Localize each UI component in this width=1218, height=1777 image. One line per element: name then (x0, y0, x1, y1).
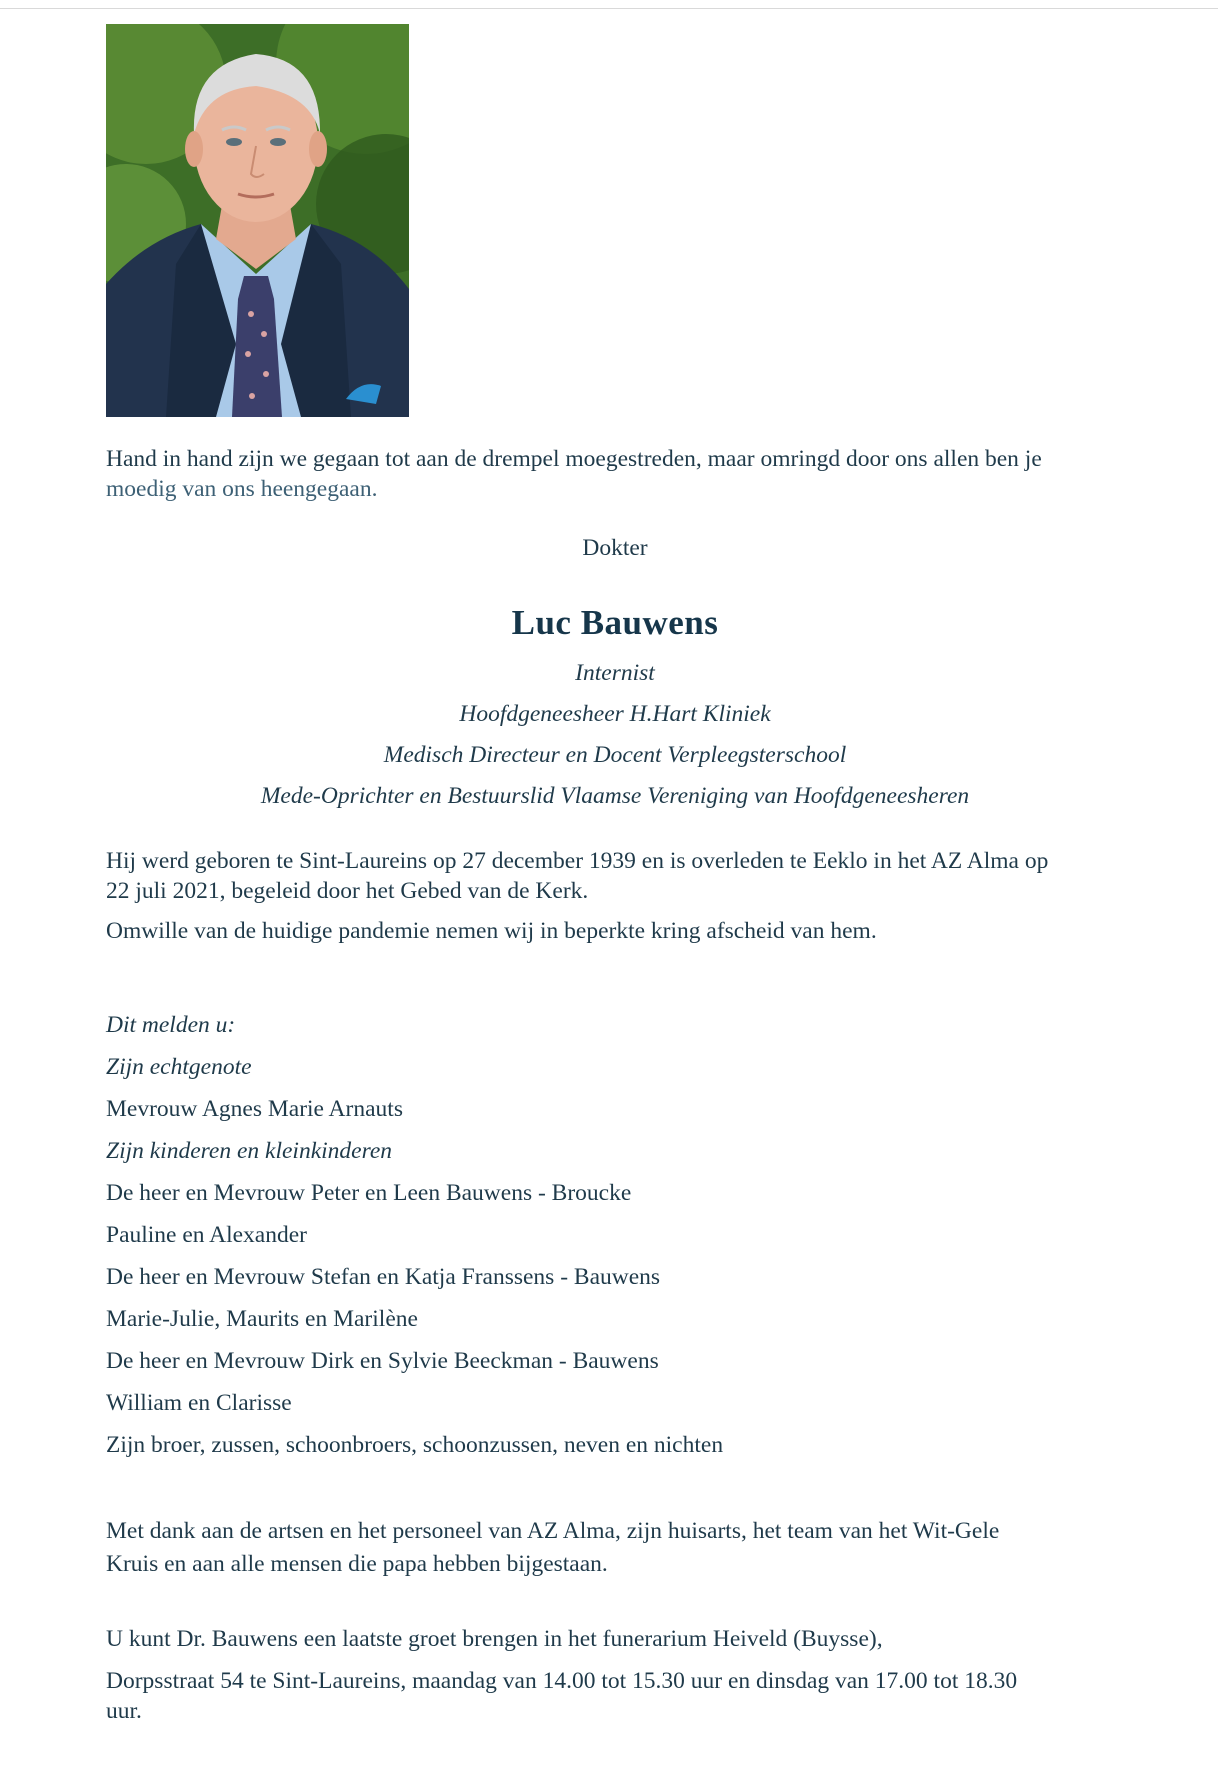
deceased-name: Luc Bauwens (511, 603, 719, 642)
birth-death-text (106, 846, 1146, 906)
visit-line-2: Dorpsstraat 54 te Sint-Laureins, maandag van 14.00 tot 15.30 uur en dinsdag van 17.00 tot 18.30 (106, 1668, 1018, 1694)
birth-line-1: Hij werd geboren te Sint-Laureins op 27 december 1939 en is overleden te Eeklo in het AZ Alma op (106, 848, 1049, 874)
list-item: Dit melden u: (106, 1012, 236, 1038)
intro-line-1: Hand in hand zijn we gegaan tot aan de drempel moegestreden, maar omringd door ons allen ben je (106, 446, 1042, 472)
list-item: William en Clarisse (106, 1390, 292, 1416)
list-item: Pauline en Alexander (106, 1222, 307, 1248)
thanks-line-1: Met dank aan de artsen en het personeel van AZ Alma, zijn huisarts, het team van het Wit-Gele (106, 1518, 1000, 1544)
list-item: De heer en Mevrouw Peter en Leen Bauwens - Broucke (106, 1180, 632, 1206)
visit-line-3: uur. (106, 1698, 142, 1724)
thanks-text (106, 1515, 1146, 1581)
announcers-list (106, 1010, 1146, 1472)
list-item: Zijn broer, zussen, schoonbroers, schoonzussen, neven en nichten (106, 1432, 724, 1458)
visit-text (106, 1624, 1146, 1726)
list-item: Mevrouw Agnes Marie Arnauts (106, 1096, 403, 1122)
list-item: De heer en Mevrouw Stefan en Katja Franssens - Bauwens (106, 1264, 661, 1290)
top-divider (0, 8, 1218, 9)
role-line: Hoofdgeneesheer H.Hart Kliniek (459, 701, 771, 727)
thanks-line-2: Kruis en aan alle mensen die papa hebben bijgestaan. (106, 1551, 608, 1577)
list-item: De heer en Mevrouw Dirk en Sylvie Beeckman - Bauwens (106, 1348, 659, 1374)
role-line: Internist (575, 660, 655, 686)
visit-line-1: U kunt Dr. Bauwens een laatste groet brengen in het funerarium Heiveld (Buysse), (106, 1626, 883, 1652)
list-item: Zijn echtgenote (106, 1054, 252, 1080)
intro-line-2: moedig van ons heengegaan. (106, 476, 378, 502)
list-item: Marie-Julie, Maurits en Marilène (106, 1306, 418, 1332)
intro-text (106, 444, 1146, 504)
pandemic-text: Omwille van de huidige pandemie nemen wij in beperkte kring afscheid van hem. (106, 918, 877, 944)
role-line: Mede-Oprichter en Bestuurslid Vlaamse Vereniging van Hoofdgeneesheren (260, 783, 970, 809)
birth-line-2: 22 juli 2021, begeleid door het Gebed van de Kerk. (106, 878, 589, 904)
title-dokter: Dokter (582, 535, 648, 561)
role-line: Medisch Directeur en Docent Verpleegsterschool (383, 742, 847, 768)
list-item: Zijn kinderen en kleinkinderen (106, 1138, 393, 1164)
portrait-photo (106, 24, 409, 417)
